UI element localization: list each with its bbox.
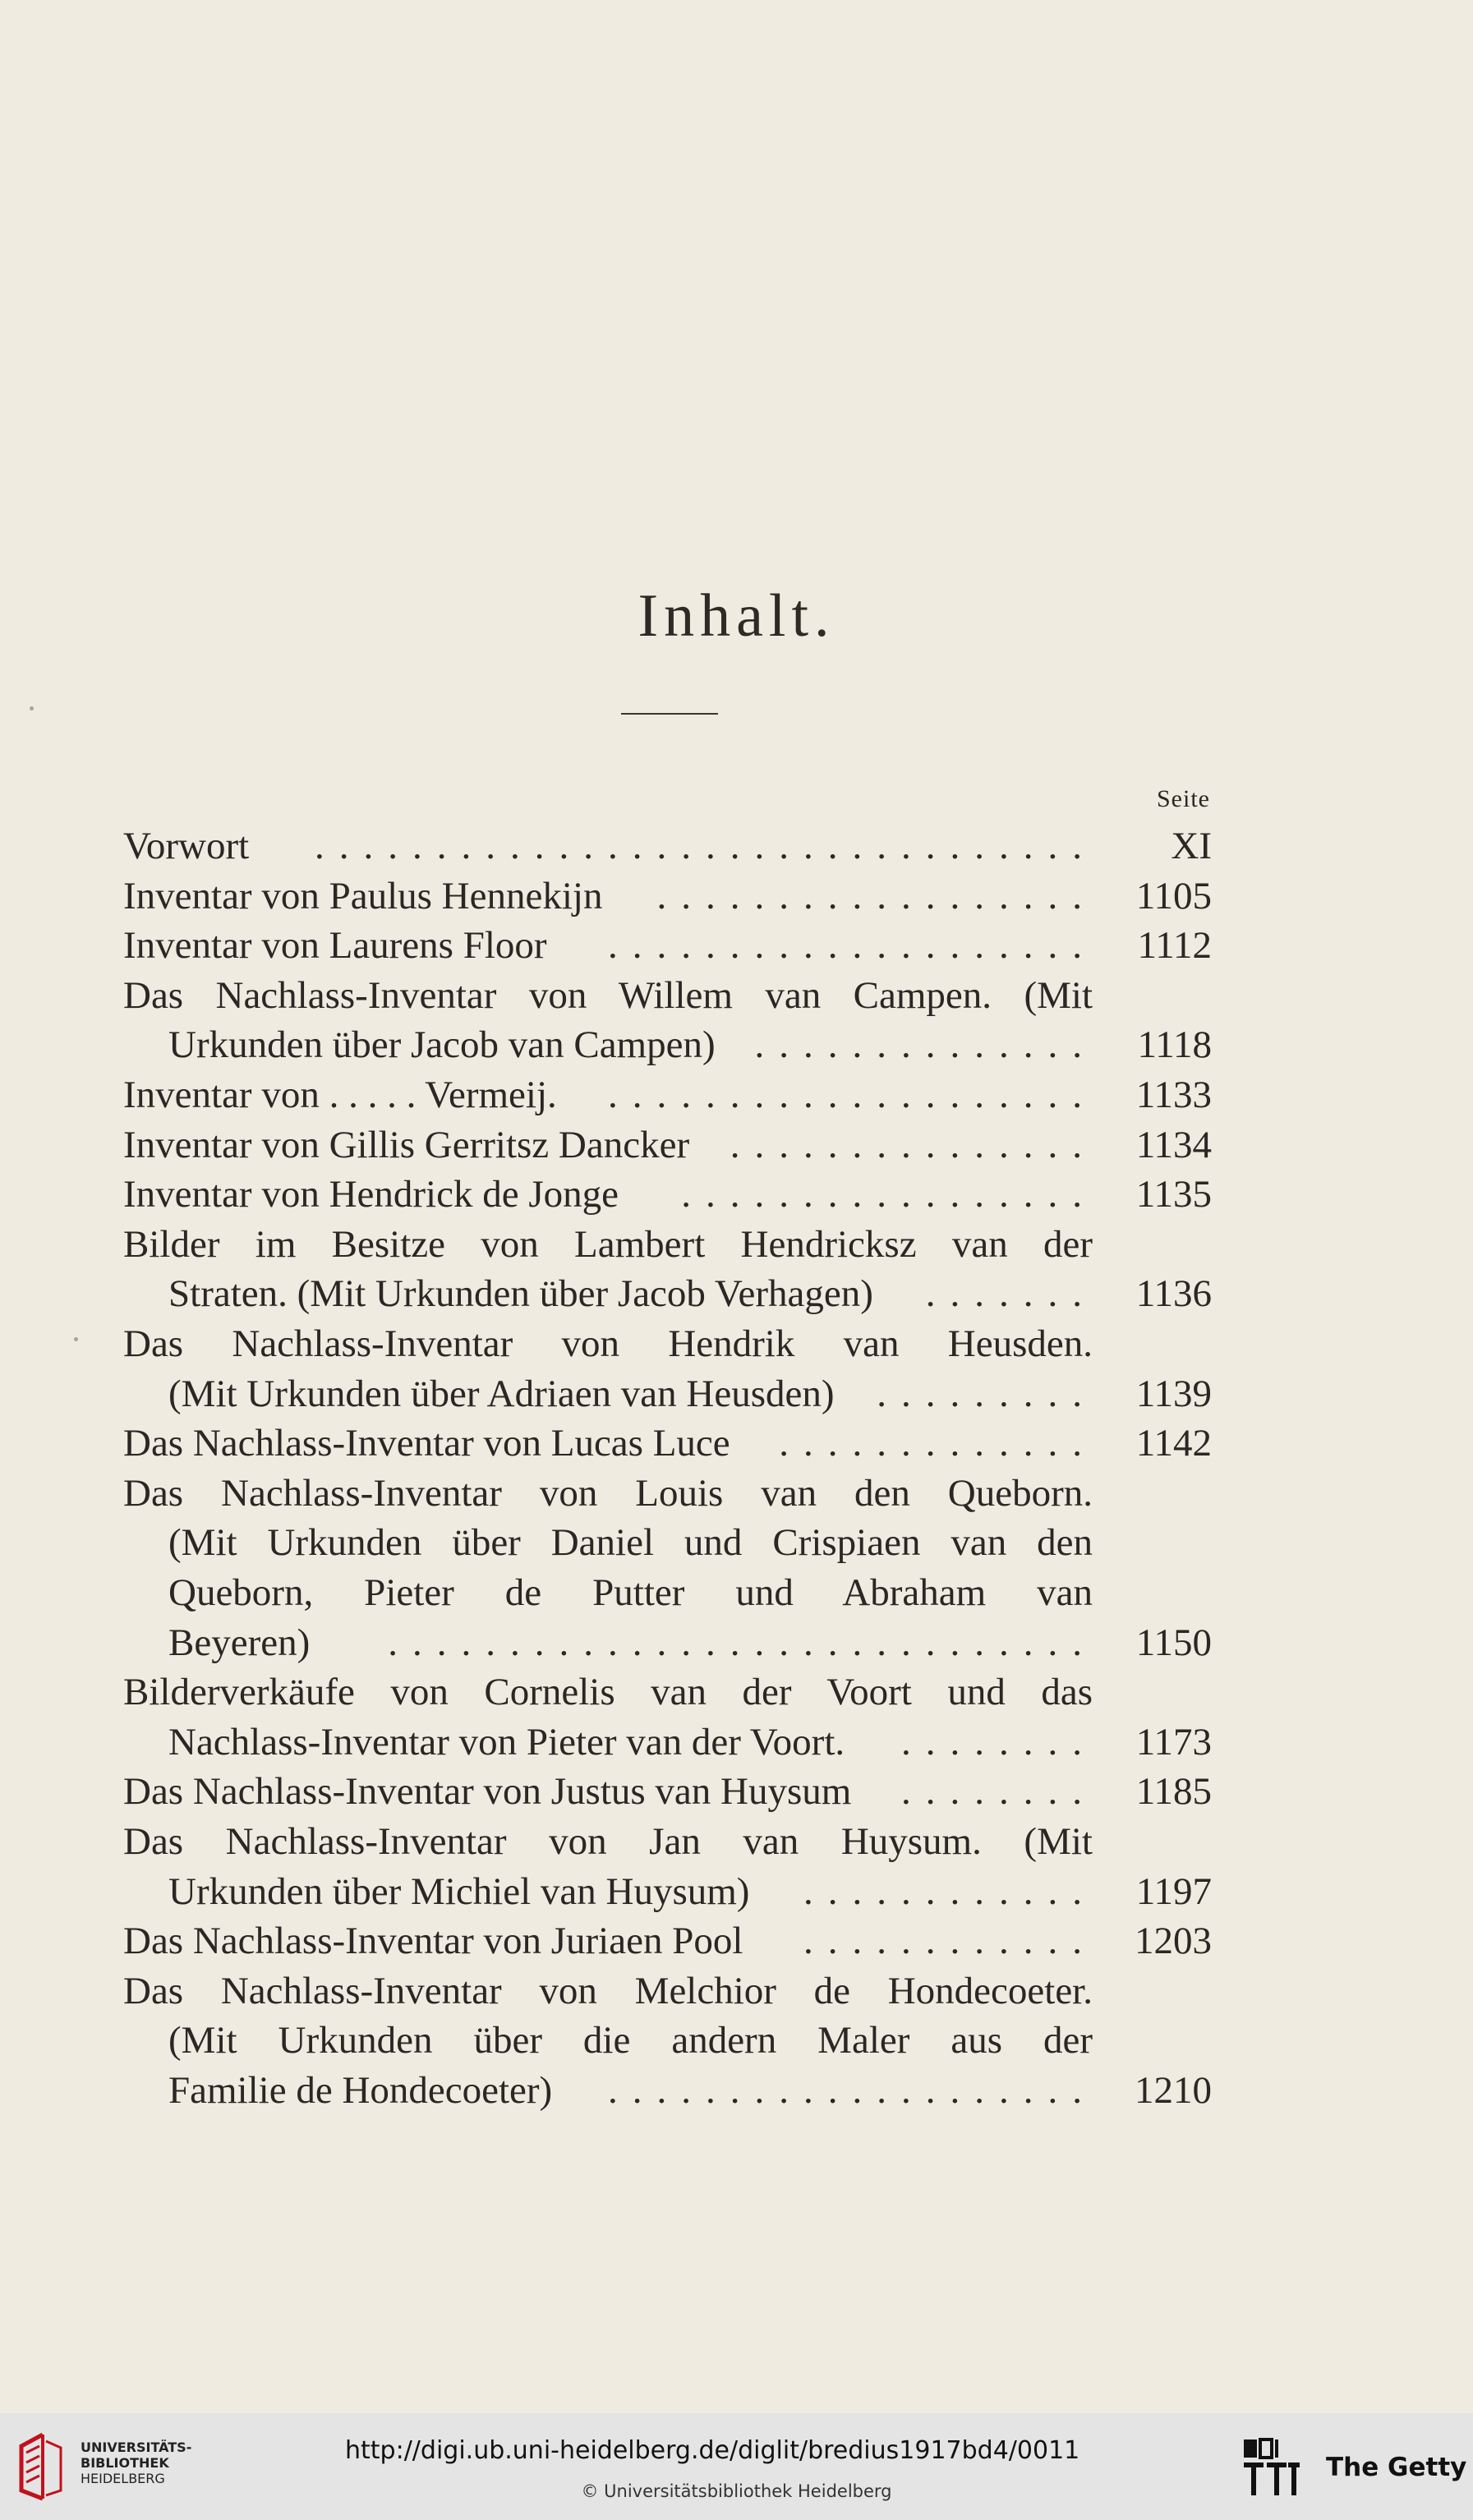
page-title: Inhalt.	[638, 582, 835, 650]
toc-entry-line	[168, 1568, 1212, 1617]
toc-entry-line[interactable]	[123, 1419, 1212, 1468]
toc-entry-line	[123, 1667, 1212, 1717]
institution-line: BIBLIOTHEK	[81, 2455, 169, 2471]
toc-entry-text: Inventar von Hendrick de Jonge	[123, 1173, 619, 1216]
getty-logo-icon	[1241, 2436, 1303, 2502]
toc-entry-text: Straten. (Mit Urkunden über Jacob Verhagen)	[168, 1272, 873, 1315]
toc-entry-line[interactable]	[123, 1170, 1212, 1219]
toc-entry-text: Das Nachlass-Inventar von Louis van den Queborn.	[123, 1472, 1093, 1515]
toc-leader-dots: ....................	[608, 1074, 1097, 1116]
toc-entry-line	[123, 1817, 1212, 1866]
partner-name: The Getty	[1326, 2453, 1467, 2482]
toc-entry-text: Familie de Hondecoeter)	[168, 2069, 553, 2112]
paper-speck	[74, 1337, 78, 1341]
toc-leader-dots: .........	[877, 1373, 1097, 1415]
toc-page-number: 1135	[1135, 1173, 1212, 1216]
toc-entry-line	[123, 1220, 1212, 1269]
toc-entry-line	[168, 2016, 1212, 2065]
toc-leader-dots: .............................	[388, 1621, 1097, 1664]
toc-page-number: 1173	[1135, 1721, 1212, 1764]
toc-leader-dots: ....................	[608, 924, 1097, 967]
toc-leader-dots: ...............	[730, 1124, 1097, 1166]
toc-entry-line[interactable]	[123, 1767, 1212, 1816]
toc-page-number: 1203	[1135, 1920, 1212, 1962]
toc-entry-line[interactable]	[123, 1120, 1212, 1170]
toc-entry-text: Das Nachlass-Inventar von Hendrik van Heusden.	[123, 1322, 1093, 1365]
toc-page-number: XI	[1171, 825, 1212, 867]
toc-entry-line[interactable]	[123, 821, 1212, 871]
footer-bar	[0, 2413, 1473, 2520]
toc-page-number: 1185	[1135, 1770, 1212, 1813]
toc-entry-text: Urkunden über Jacob van Campen)	[168, 1023, 716, 1066]
toc-leader-dots: .................	[681, 1173, 1097, 1216]
institution-name	[81, 2440, 191, 2486]
toc-entry-line[interactable]	[123, 871, 1212, 921]
toc-leader-dots: ................................	[315, 825, 1097, 867]
toc-entry-text: Bilderverkäufe von Cornelis van der Voort und das	[123, 1671, 1093, 1713]
institution-line: UNIVERSITÄTS-	[81, 2440, 192, 2455]
toc-entry-text: (Mit Urkunden über Adriaen van Heusden)	[168, 1373, 835, 1415]
toc-page-number: 1210	[1135, 2069, 1212, 2112]
toc-entry-text: Das Nachlass-Inventar von Lucas Luce	[123, 1422, 730, 1465]
toc-entry-line[interactable]	[168, 1020, 1212, 1069]
toc-page-number: 1112	[1137, 924, 1212, 967]
toc-entry-text: Queborn, Pieter de Putter und Abraham van	[168, 1571, 1093, 1614]
toc-page-number: 1197	[1135, 1870, 1212, 1913]
toc-entry-text: (Mit Urkunden über die andern Maler aus der	[168, 2019, 1093, 2062]
toc-leader-dots: ..................	[656, 875, 1097, 917]
toc-entry-text: Das Nachlass-Inventar von Willem van Campen. (Mit	[123, 974, 1093, 1017]
toc-entry-text: Nachlass-Inventar von Pieter van der Voort.	[168, 1721, 845, 1764]
page-column-header: Seite	[1157, 785, 1210, 812]
toc-entry-text: Inventar von Paulus Hennekijn	[123, 875, 603, 917]
paper-speck	[30, 706, 34, 710]
toc-page-number: 1150	[1135, 1621, 1212, 1664]
copyright-notice: © Universitätsbibliothek Heidelberg	[581, 2481, 892, 2501]
toc-page-number: 1142	[1135, 1422, 1212, 1465]
toc-leader-dots: ............	[803, 1870, 1097, 1913]
toc-entry-line[interactable]	[123, 921, 1212, 970]
toc-entry-line[interactable]	[123, 1916, 1212, 1966]
toc-page-number: 1133	[1135, 1074, 1212, 1116]
toc-entry-line	[168, 1518, 1212, 1567]
toc-leader-dots: ............	[803, 1920, 1097, 1962]
toc-leader-dots: .......	[925, 1272, 1097, 1315]
toc-entry-line	[123, 1966, 1212, 2016]
toc-entry-text: Das Nachlass-Inventar von Juriaen Pool	[123, 1920, 743, 1962]
toc-page-number: 1134	[1135, 1124, 1212, 1166]
toc-entry-line	[123, 971, 1212, 1020]
institution-line: HEIDELBERG	[81, 2471, 165, 2486]
toc-entry-text: Beyeren)	[168, 1621, 311, 1664]
toc-entry-text: Inventar von Laurens Floor	[123, 924, 547, 967]
permalink-url[interactable]: http://digi.ub.uni-heidelberg.de/diglit/bredius1917bd4/0011	[345, 2436, 1080, 2465]
toc-entry-line[interactable]	[168, 1369, 1212, 1419]
toc-leader-dots: ........	[901, 1770, 1097, 1813]
toc-entry-text: Das Nachlass-Inventar von Jan van Huysum. (Mit	[123, 1820, 1093, 1863]
toc-entry-text: Inventar von Gillis Gerritsz Dancker	[123, 1124, 690, 1166]
toc-entry-line[interactable]	[123, 1070, 1212, 1120]
toc-leader-dots: ..............	[754, 1023, 1097, 1066]
toc-entry-text: Das Nachlass-Inventar von Melchior de Hondecoeter.	[123, 1970, 1093, 2012]
toc-entry-line[interactable]	[168, 1269, 1212, 1318]
toc-entry-text: Bilder im Besitze von Lambert Hendricksz van der	[123, 1223, 1093, 1266]
toc-entry-line[interactable]	[168, 2066, 1212, 2115]
toc-entry-text: Vorwort	[123, 825, 250, 867]
toc-entry-line	[123, 1319, 1212, 1368]
toc-entry-text: Das Nachlass-Inventar von Justus van Huysum	[123, 1770, 852, 1813]
toc-entry-text: (Mit Urkunden über Daniel und Crispiaen van den	[168, 1521, 1093, 1564]
toc-leader-dots: .............	[779, 1422, 1097, 1465]
toc-entry-line[interactable]	[168, 1618, 1212, 1667]
toc-entry-line[interactable]	[168, 1718, 1212, 1767]
toc-entry-line[interactable]	[168, 1867, 1212, 1916]
toc-page-number: 1118	[1137, 1023, 1212, 1066]
toc-page-number: 1136	[1135, 1272, 1212, 1315]
toc-page-number: 1105	[1135, 875, 1212, 917]
toc-entry-text: Inventar von . . . . . Vermeij.	[123, 1074, 557, 1116]
toc-leader-dots: ....................	[608, 2069, 1097, 2112]
toc-entry-line	[123, 1469, 1212, 1518]
toc-entry-text: Urkunden über Michiel van Huysum)	[168, 1870, 750, 1913]
toc-leader-dots: ........	[901, 1721, 1097, 1764]
toc-page-number: 1139	[1135, 1373, 1212, 1415]
